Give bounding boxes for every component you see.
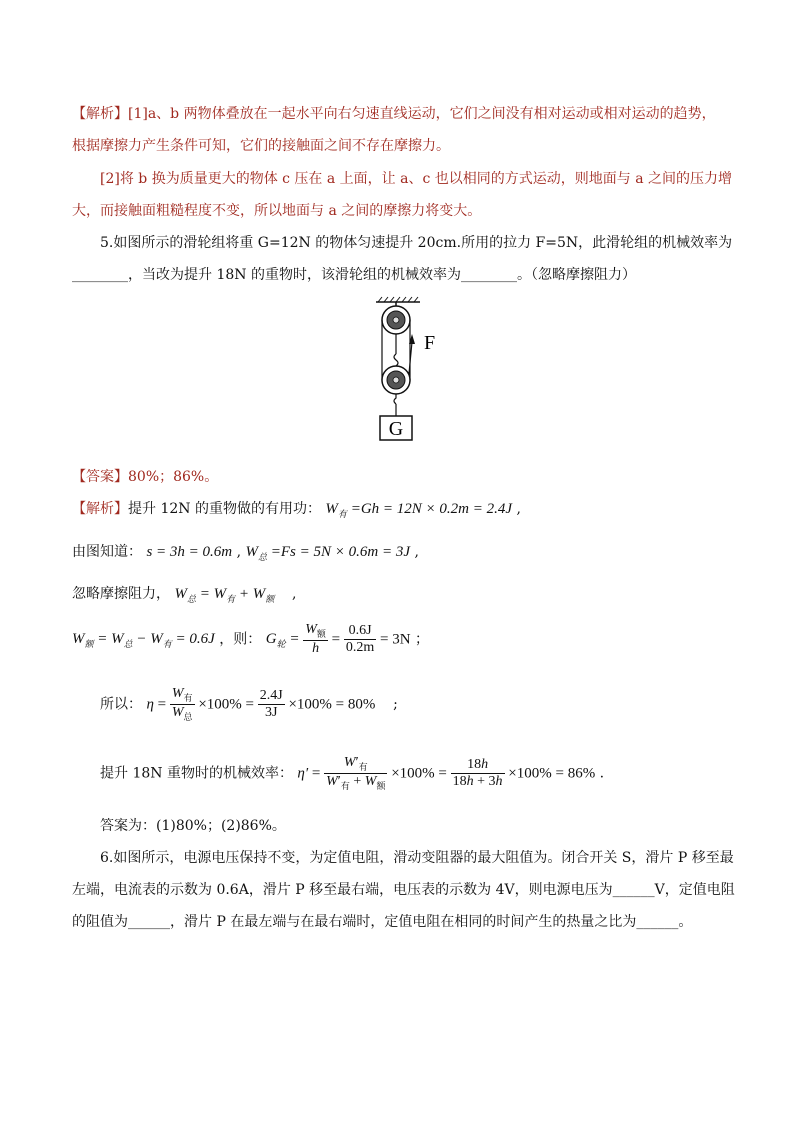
q5-analysis-line4: $W_额 = W_总 - W_有 = 0.6J$ ，则： $G_轮$ = $\frac{W_额}{h}$ = $\frac{0.6J}{0.2m}$ = 3N ； xyxy=(72,622,430,656)
eq-work-sum: $W_总 = W_有 + W_额$ xyxy=(174,586,275,604)
frac-efficiency: $\frac{W_有}{W_总}$ xyxy=(171,686,193,722)
q6-stem-line3: 的阻值为______，滑片 P 在最左端与在最右端时，定值电阻在相同的时间产生的热量之比为______。 xyxy=(72,914,693,930)
frac-new-efficiency: $\frac{W'_有}{W'_有 + W_额}$ xyxy=(326,755,386,791)
frac-new-efficiency-values: $\frac{18h}{18h + 3h}$ xyxy=(452,756,503,789)
prev-analysis-line2: 根据摩擦力产生条件可知，它们的接触面之间不存在摩擦力。 xyxy=(72,138,450,154)
q5-analysis-line3: 忽略摩擦阻力， $W_总 = W_有 + W_额$ , xyxy=(72,586,297,604)
q5-summary: 答案为：(1)80%；(2)86%。 xyxy=(100,818,286,834)
prev-analysis-line4: 大，而接触面粗糙程度不变，所以地面与 a 之间的摩擦力将变大。 xyxy=(72,203,482,219)
eq-pulley-weight: $G_轮$ = xyxy=(265,631,304,650)
eq-distance: s = 3h = 0.6m xyxy=(146,544,233,560)
q5-answer-tag: 【答案】 xyxy=(72,469,128,485)
q5-answer-line xyxy=(72,466,218,486)
eq-useful-work: $W_有 =Gh = 12N \times 0.2m = 2.4J$ xyxy=(325,501,513,519)
eq-total-work: $W_总 =Fs = 5N \times 0.6m = 3J$ xyxy=(245,544,411,562)
weight-label: G xyxy=(388,418,404,440)
q5-analysis-line2: 由图知道： s = 3h = 0.6m , $W_总 =Fs = 5N \times 0.6m = 3J$ , xyxy=(72,544,419,562)
prev-analysis-line3: [2]将 b 换为质量更大的物体 c 压在 a 上面，让 a、c 也以相同的方式运动，则地面与 a 之间的压力增 xyxy=(100,171,733,187)
pulley-diagram xyxy=(368,294,448,444)
q6-stem-line1: 6.如图所示，电源电压保持不变，为定值电阻，滑动变阻器的最大阻值为。闭合开关 S，滑片 P 移至最 xyxy=(100,850,734,866)
frac-extra-over-h: $\frac{W_额}{h}$ xyxy=(305,622,326,656)
q5-stem-line2: ________，当改为提升 18N 的重物时，该滑轮组的机械效率为________。（忽略摩擦阻力） xyxy=(72,267,636,283)
q6-stem-line2: 左端，电流表的示数为 0.6A，滑片 P 移至最右端，电压表的示数为 4V，则电源电压为______V，定值电阻 xyxy=(72,882,735,898)
prev-analysis-tag: 【解析】 xyxy=(72,106,128,122)
q5-answer-text: 80%；86%。 xyxy=(128,469,219,485)
prev-analysis-line1: 【解析】[1]a、b 两物体叠放在一起水平向右匀速直线运动，它们之间没有相对运动或相对运动的趋势， xyxy=(72,106,716,122)
q5-analysis-line6: 提升 18N 重物时的机械效率： η′ = $\frac{W'_有}{W'_有 + W_额}$ ×100% = $\frac{18h}{18h + 3h}$ ×100% = 86% . xyxy=(100,755,605,791)
q5-stem-line1: 5.如图所示的滑轮组将重 G=12N 的物体匀速提升 20cm.所用的拉力 F=5N，此滑轮组的机械效率为 xyxy=(100,235,733,251)
frac-efficiency-values: $\frac{2.4J}{3J}$ xyxy=(259,687,283,720)
force-label: F xyxy=(424,332,436,354)
eq-extra-work: $W_额 = W_总 - W_有 = 0.6J$ xyxy=(72,631,215,650)
frac-values: $\frac{0.6J}{0.2m}$ xyxy=(345,622,375,655)
q5-analysis-line1: 【解析】提升 12N 的重物做的有用功： $W_有 =Gh = 12N \times 0.2m = 2.4J$ , xyxy=(72,501,521,519)
q5-analysis-line5: 所以： η = $\frac{W_有}{W_总}$ ×100% = $\frac{2.4J}{3J}$ ×100% = 80% ; xyxy=(100,686,398,722)
q5-analysis-tag: 【解析】 xyxy=(72,501,128,517)
